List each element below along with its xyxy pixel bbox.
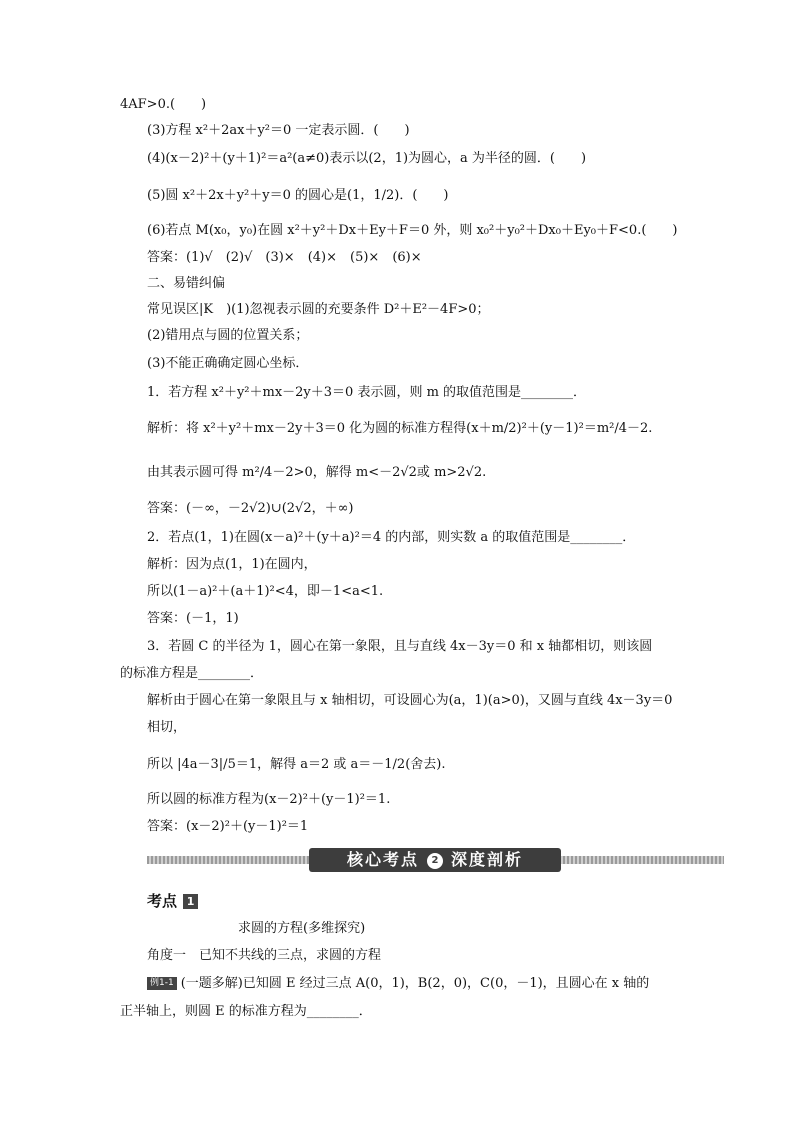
kaodian-label: 考点 — [147, 892, 178, 910]
text-line: 角度一 已知不共线的三点，求圆的方程 — [147, 948, 382, 963]
text-line: 解析：将 x²＋y²＋mx－2y＋3＝0 化为圆的标准方程得(x＋m/2)²＋(y－1)²＝m²/4－2. — [147, 421, 653, 436]
section-banner — [147, 851, 724, 869]
text-line: (6)若点 M(x₀，y₀)在圆 x²＋y²＋Dx＋Ey＋F＝0 外，则 x₀²＋y₀²＋Dx₀＋Ey₀＋F<0.( ) — [147, 223, 678, 238]
banner-left-text: 核心考点 — [346, 850, 419, 869]
kaodian-heading — [147, 890, 198, 911]
text-line: (3)方程 x²＋2ax＋y²＝0 一定表示圆．( ) — [147, 123, 410, 138]
text-line: 由其表示圆可得 m²/4－2>0，解得 m<－2√2或 m>2√2. — [147, 465, 487, 480]
example-line — [147, 975, 649, 993]
text-line: 解析：因为点(1，1)在圆内， — [147, 557, 317, 572]
text-line: 所以(1－a)²＋(a＋1)²<4，即－1<a<1. — [147, 584, 384, 599]
text-line: 答案：(－1，1) — [147, 611, 239, 626]
text-line: 1．若方程 x²＋y²＋mx－2y＋3＝0 表示圆，则 m 的取值范围是________． — [147, 385, 587, 400]
text-line: 求圆的方程(多维探究) — [147, 921, 366, 936]
example-text: (一题多解)已知圆 E 经过三点 A(0，1)，B(2，0)，C(0，－1)，且圆心在 x 轴的 — [180, 976, 650, 991]
kaodian-number: 1 — [183, 894, 198, 909]
text-line: (5)圆 x²＋2x＋y²＋y＝0 的圆心是(1，1/2)．( ) — [147, 188, 449, 203]
banner-number-disc: 2 — [427, 853, 443, 869]
text-line: (4)(x－2)²＋(y＋1)²＝a²(a≠0)表示以(2，1)为圆心，a 为半径的圆．( ) — [147, 151, 587, 166]
example-tag: 例1-1 — [147, 977, 177, 990]
text-line: 常见误区|K )(1)忽视表示圆的充要条件 D²＋E²－4F>0； — [147, 302, 490, 317]
text-line: 相切， — [147, 720, 187, 735]
text-line: 答案：(x－2)²＋(y－1)²＝1 — [147, 819, 309, 834]
text-line: (2)错用点与圆的位置关系； — [147, 328, 309, 343]
text-line: 答案：(－∞，－2√2)∪(2√2，＋∞) — [147, 501, 354, 516]
banner-title — [309, 848, 561, 872]
text-line: 所以 |4a－3|/5＝1，解得 a＝2 或 a＝－1/2(舍去). — [147, 757, 446, 772]
text-line: 所以圆的标准方程为(x－2)²＋(y－1)²＝1. — [147, 792, 391, 807]
banner-right-text: 深度剖析 — [451, 850, 524, 869]
text-line: 正半轴上，则圆 E 的标准方程为________． — [120, 1004, 372, 1019]
text-line: 4AF>0.( ) — [120, 97, 207, 112]
text-line: 答案：(1)√ (2)√ (3)× (4)× (5)× (6)× — [147, 250, 422, 265]
text-line: 3．若圆 C 的半径为 1，圆心在第一象限，且与直线 4x－3y＝0 和 x 轴都相切，则该圆 — [147, 639, 653, 654]
text-line: 的标准方程是________． — [120, 666, 264, 681]
text-line: 二、易错纠偏 — [147, 276, 226, 291]
text-line: 2．若点(1，1)在圆(x－a)²＋(y＋a)²＝4 的内部，则实数 a 的取值范围是________． — [147, 530, 636, 545]
text-line: 解析由于圆心在第一象限且与 x 轴相切，可设圆心为(a，1)(a>0)，又圆与直线 4x－3y＝0 — [147, 693, 673, 708]
text-line: (3)不能正确确定圆心坐标． — [147, 356, 309, 371]
